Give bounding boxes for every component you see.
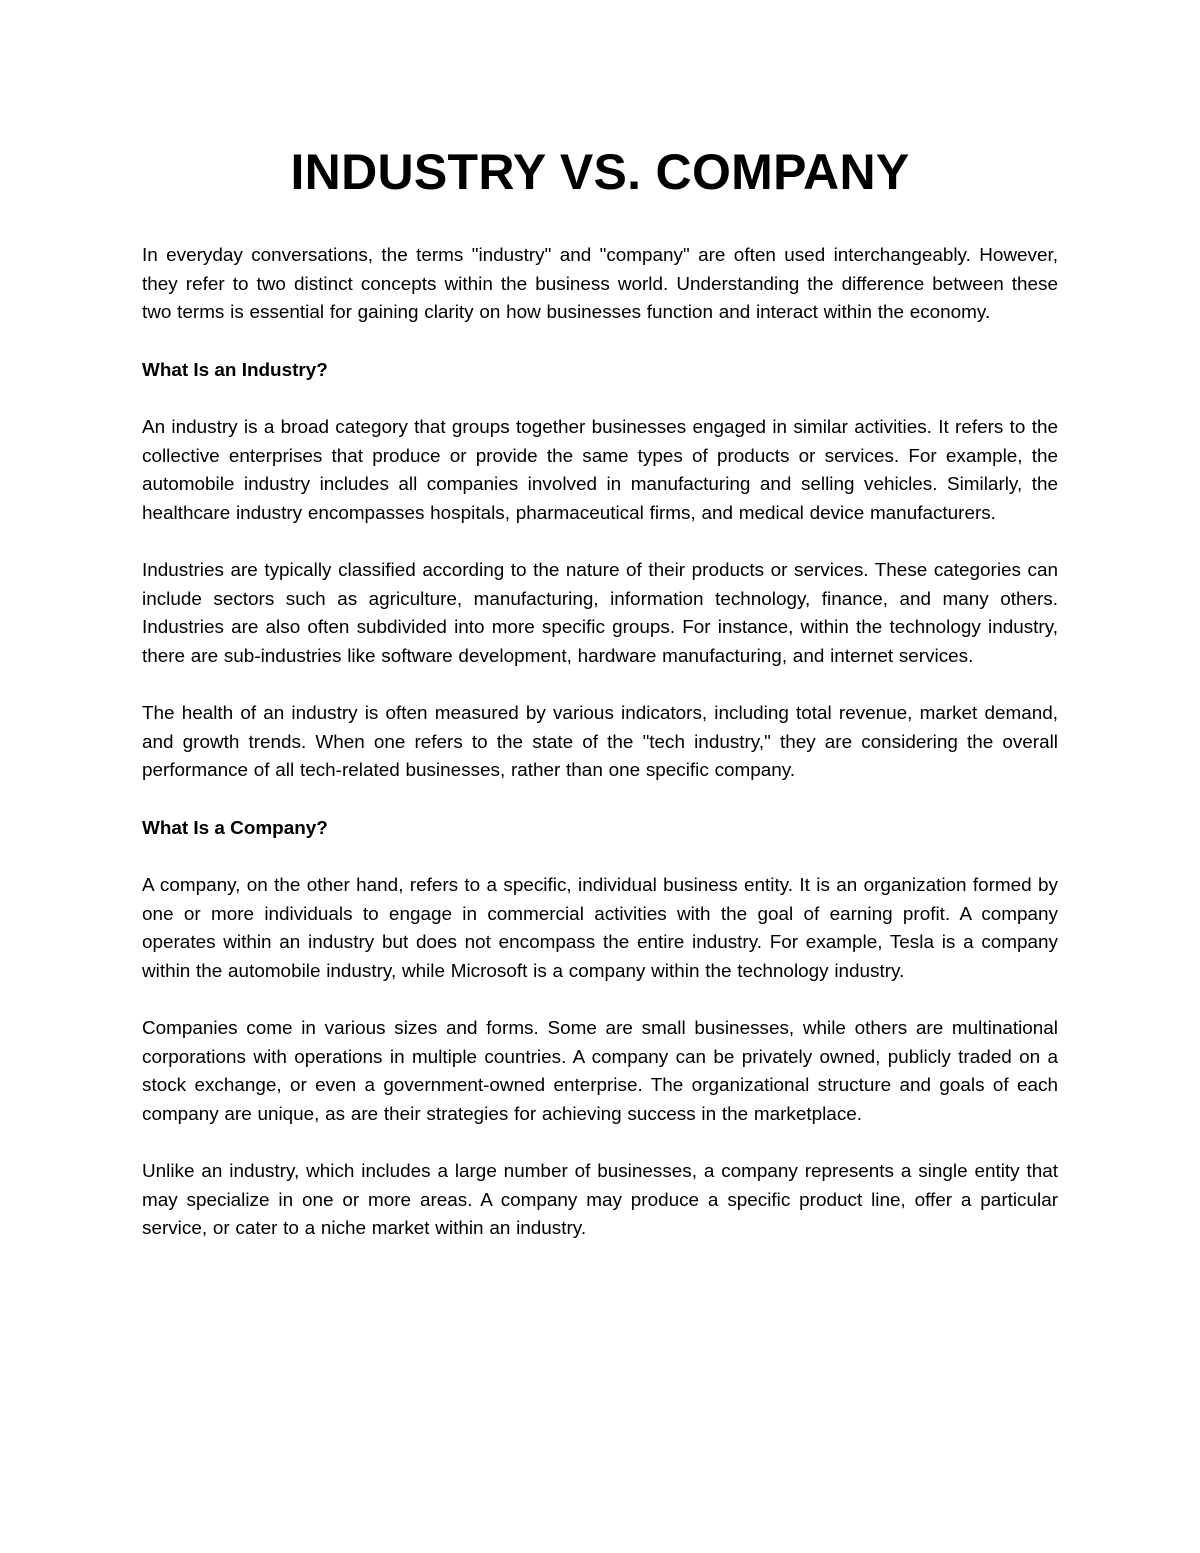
intro-section (142, 242, 1058, 328)
industry-paragraph: Industries are typically classified according to the nature of their products or services. These categories can include sectors such as agriculture, manufacturing, information technology, finance, and many others. Industries are also often subdivided into more specific groups. For instance, within the technology industry, there are sub-industries like software development, hardware manufacturing, and internet services. (142, 560, 1058, 667)
industry-paragraph: An industry is a broad category that groups together businesses engaged in similar activities. It refers to the collective enterprises that produce or provide the same types of products or services. For example, the automobile industry includes all companies involved in manufacturing and selling vehicles. Similarly, the healthcare industry encompasses hospitals, pharmaceutical firms, and medical device manufacturers. (142, 417, 1058, 524)
document-title: INDUSTRY VS. COMPANY (290, 144, 910, 200)
company-paragraph: Unlike an industry, which includes a large number of businesses, a company represents a single entity that may specialize in one or more areas. A company may produce a specific product line, offer a particular service, or cater to a niche market within an industry. (142, 1161, 1058, 1239)
document-content (142, 140, 1058, 1273)
intro-paragraph: In everyday conversations, the terms "industry" and "company" are often used interchangeably. However, they refer to two distinct concepts within the business world. Understanding the difference between these two terms is essential for gaining clarity on how businesses function and interact within the economy. (142, 245, 1058, 323)
industry-section (142, 357, 1058, 786)
industry-heading: What Is an Industry? (142, 359, 328, 381)
company-heading: What Is a Company? (142, 817, 328, 839)
company-section (142, 815, 1058, 1244)
company-paragraph: A company, on the other hand, refers to a specific, individual business entity. It is an organization formed by one or more individuals to engage in commercial activities with the goal of earning profit. A company operates within an industry but does not encompass the entire industry. For example, Tesla is a company within the automobile industry, while Microsoft is a company within the technology industry. (142, 875, 1058, 982)
industry-paragraph: The health of an industry is often measured by various indicators, including total revenue, market demand, and growth trends. When one refers to the state of the "tech industry," they are considering the overall performance of all tech-related businesses, rather than one specific company. (142, 703, 1058, 781)
company-paragraph: Companies come in various sizes and forms. Some are small businesses, while others are multinational corporations with operations in multiple countries. A company can be privately owned, publicly traded on a stock exchange, or even a government-owned enterprise. The organizational structure and goals of each company are unique, as are their strategies for achieving success in the marketplace. (142, 1018, 1058, 1125)
